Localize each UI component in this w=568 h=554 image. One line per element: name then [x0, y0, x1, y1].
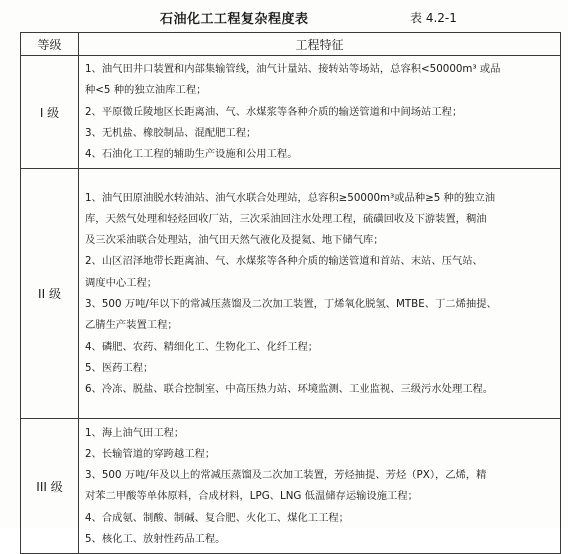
feature-line: 1、海上油气田工程；	[85, 426, 185, 439]
feature-line: 5、医药工程；	[85, 361, 154, 374]
feature-line: 对苯二甲酸等单体原料，合成材料，LPG、LNG 低温储存运输设施工程；	[85, 490, 418, 503]
feature-line: 2、平原微丘陵地区长距离油、气、水煤浆等各种介质的输送管道和中间场站工程；	[85, 105, 463, 118]
feature-line: 2、山区沼泽地带长距离油、气、水煤浆等各种介质的输送管道和首站、末站、压气站、	[85, 255, 483, 268]
table-row-grade-1	[21, 56, 561, 169]
feature-line: 种<5 种的独立油库工程；	[85, 84, 207, 97]
feature-line: 乙腈生产装置工程；	[85, 319, 178, 332]
features-cell	[79, 169, 561, 419]
grade-cell: III 级	[21, 419, 79, 554]
grade-cell: II 级	[21, 169, 79, 419]
feature-line: 4、石油化工工程的辅助生产设施和公用工程。	[85, 148, 298, 161]
table-title: 石油化工工程复杂程度表	[160, 12, 309, 27]
feature-line: 3、无机盐、橡胶制品、混配肥工程；	[85, 126, 257, 139]
feature-line: 库，天然气处理和轻烃回收厂站，三次采油回注水处理工程，硫磺回收及下游装置，稠油	[85, 212, 487, 225]
table-row-grade-3	[21, 419, 561, 554]
grade-cell: I 级	[21, 56, 79, 169]
complexity-table	[20, 32, 561, 554]
feature-line: 6、冷冻、脱盐、联合控制室、中高压热力站、环境监测、工业监视、三级污水处理工程。	[85, 383, 494, 396]
feature-line: 5、核化工、放射性药品工程。	[85, 533, 226, 546]
features-cell	[79, 56, 561, 169]
table-row-grade-2	[21, 169, 561, 419]
feature-line: 2、长输管道的穿跨越工程；	[85, 447, 216, 460]
table-number: 表 4.2-1	[410, 11, 457, 25]
title-row	[0, 8, 568, 28]
feature-line: 3、500 万吨/年以下的常减压蒸馏及二次加工装置，丁烯氧化脱氢、MTBE、丁二烯抽提、	[85, 297, 497, 310]
feature-line: 3、500 万吨/年及以上的常减压蒸馏及二次加工装置，芳烃抽提、芳烃（PX），乙烯，精	[85, 469, 487, 482]
header-row	[21, 33, 561, 56]
feature-line: 1、油气田原油脱水转油站、油气水联合处理站，总容积≥50000m³或品种≥5 种的独立油	[85, 191, 496, 204]
feature-line: 4、合成氨、制酸、制碱、复合肥、火化工、煤化工工程；	[85, 511, 349, 524]
header-grade: 等级	[21, 33, 79, 56]
header-features: 工程特征	[79, 33, 561, 56]
features-cell	[79, 419, 561, 554]
feature-line: 1、油气田井口装置和内部集输管线，油气计量站、接转站等场站，总容积<50000m³ 或品	[85, 63, 501, 75]
feature-line: 调度中心工程；	[85, 276, 158, 289]
feature-line: 及三次采油联合处理站，油气田天然气液化及提氦、地下储气库；	[85, 234, 384, 247]
feature-line: 4、磷肥、农药、精细化工、生物化工、化纤工程；	[85, 340, 319, 353]
